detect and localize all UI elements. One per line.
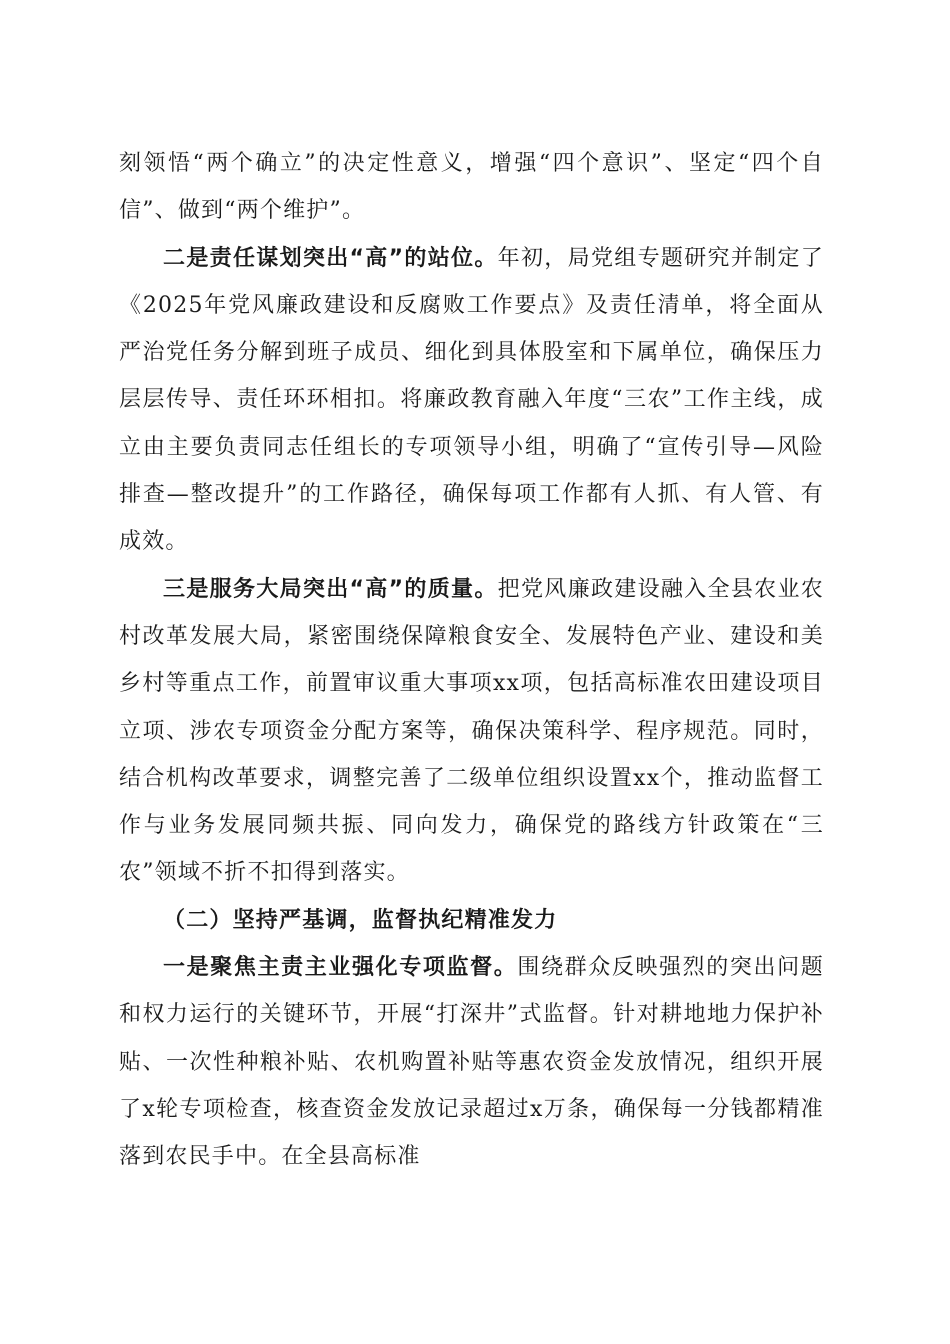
paragraph-3-text: 把党风廉政建设融入全县农业农村改革发展大局，紧密围绕保障粮食安全、发展特色产业、建设和美乡村等重点工作，前置审议重大事项xx项，包括高标准农田建设项目立项、涉农专项资金分配方案等，确保决策科学、程序规范。同时，结合机构改革要求，调整完善了二级单位组织设置xx个，推动监督工作与业务发展同频共振、同向发力，确保党的路线方针政策在“三农”领域不折不扣得到落实。 bbox=[119, 576, 824, 886]
paragraph-responsibility-planning bbox=[119, 235, 824, 566]
paragraph-1-text: 刻领悟“两个确立”的决定性意义，增强“四个意识”、坚定“四个自信”、做到“两个维护”。 bbox=[119, 151, 824, 224]
section-heading: （二）坚持严基调，监督执纪精准发力 bbox=[163, 907, 558, 933]
document-body bbox=[119, 140, 824, 1181]
paragraph-4-text: 围绕群众反映强烈的突出问题和权力运行的关键环节，开展“打深井”式监督。针对耕地地力保护补贴、一次性种粮补贴、农机购置补贴等惠农资金发放情况，组织开展了x轮专项检查，核查资金发放记录超过x万条，确保每一分钱都精准落到农民手中。在全县高标准 bbox=[119, 955, 824, 1170]
paragraph-3-lead: 三是服务大局突出“高”的质量。 bbox=[163, 576, 498, 602]
paragraph-continuation bbox=[119, 140, 824, 235]
paragraph-4-lead: 一是聚焦主责主业强化专项监督。 bbox=[163, 955, 518, 981]
paragraph-2-lead: 二是责任谋划突出“高”的站位。 bbox=[163, 245, 498, 271]
paragraph-serve-overall bbox=[119, 566, 824, 897]
paragraph-special-supervision bbox=[119, 944, 824, 1180]
paragraph-2-text: 年初，局党组专题研究并制定了《2025年党风廉政建设和反腐败工作要点》及责任清单，将全面从严治党任务分解到班子成员、细化到具体股室和下属单位，确保压力层层传导、责任环环相扣。将廉政教育融入年度“三农”工作主线，成立由主要负责同志任组长的专项领导小组，明确了“宣传引导—风险排查—整改提升”的工作路径，确保每项工作都有人抓、有人管、有成效。 bbox=[119, 245, 824, 555]
